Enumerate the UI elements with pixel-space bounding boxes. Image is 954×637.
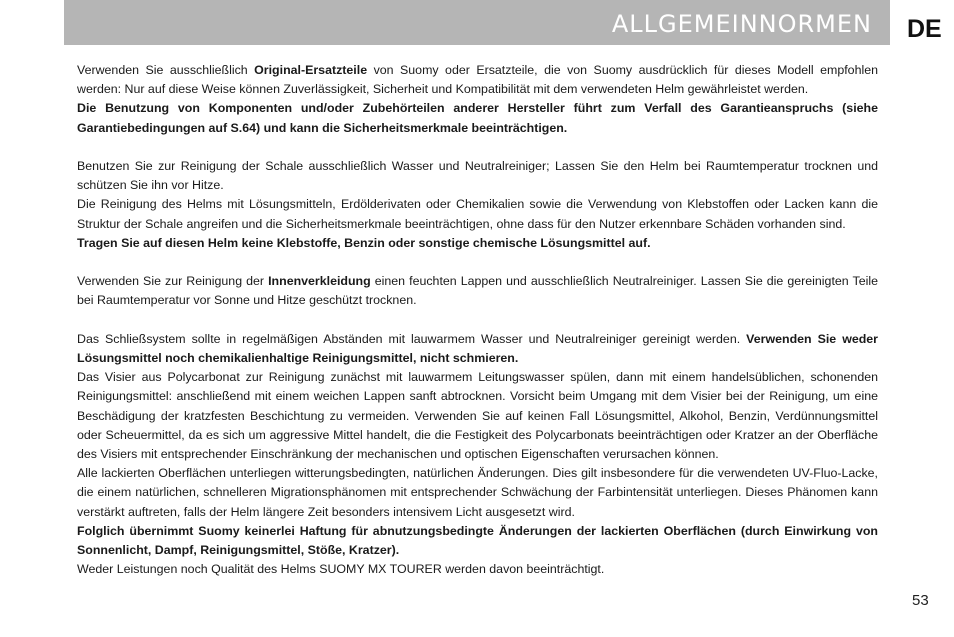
paragraph-visor-cleaning: Das Visier aus Polycarbonat zur Reinigung zunächst mit lauwarmem Leitungswasser spülen, dann mit einem handelsüblichen, schonenden Reinigungsmittel: anschließend mit einem weichen Lappen sanft abtrocknen. Vorsicht beim Umgang mit dem Visier bei der Reinigung, um eine Beschädigung der kratzfesten Beschichtung zu vermeiden. Verwenden Sie auf keinen Fall Lösungsmittel, Alkohol, Benzin, Verdünnungsmittel oder Scheuermittel, da es sich um aggressive Mittel handelt, die die Festigkeit des Polycarbonats beeinträchtigen oder Kratzer an der Oberfläche des Visiers mit entsprechender Einschränkung der mechanischen und optischen Eigenschaften verursachen können. [77,370,878,462]
paragraph-spacer [77,253,878,272]
bold-text-run: Folglich übernimmt Suomy keinerlei Haftung für abnutzungsbedingte Änderungen der lackierten Oberflächen (durch Einwirkung von Sonnenlicht, Dampf, Reinigungsmittel, Stöße, Kratzer). [77,523,878,558]
paragraph-spacer [77,311,878,330]
text-run: Verwenden Sie zur Reinigung der [77,274,269,289]
bold-text-run: Die Benutzung von Komponenten und/oder Zubehörteilen anderer Hersteller führt zum Verfall des Garantieanspruchs (siehe Garantiebedingungen auf S.64) und kann die Sicherheitsmerkmale beeinträchtigen. [77,101,878,135]
paragraph-spacer [77,138,878,157]
paragraph-closure-cleaning [77,330,878,368]
text-run: Verwenden Sie ausschließlich [77,63,255,77]
warning-text [77,522,878,560]
bold-text-run: Tragen Sie auf diesen Helm keine Klebstoffe, Benzin oder sonstige chemische Lösungsmittel auf. [77,235,651,250]
bold-text-run: Original-Ersatzteile [254,63,368,77]
warning-text [77,99,878,137]
paragraph-shell-cleaning: Benutzen Sie zur Reinigung der Schale ausschließlich Wasser und Neutralreiniger; Lassen Sie den Helm bei Raumtemperatur trocknen und schützen Sie ihn vor Hitze. [77,159,878,193]
header-bar [64,0,890,45]
text-run: von Suomy oder Ersatzteile, die von Suomy ausdrücklich für dieses Modell empfohlen werden: Nur auf diese Weise können Zuverlässigkeit, Sicherheit und Kompatibilität mit dem verwendeten Helm gewährleistet werden. [77,63,878,97]
text-run: Das Schließsystem sollte in regelmäßigen Abständen mit lauwarmem Wasser und Neutralreiniger gereinigt werden. [77,331,747,346]
language-badge: DE [907,15,942,43]
body-text [77,61,878,579]
bold-text-run: Innenverkleidung [268,274,371,289]
page-title: ALLGEMEINNORMEN [611,10,872,38]
warning-text [77,234,878,253]
text-run: einen feuchten Lappen und ausschließlich Neutralreiniger. Lassen Sie die gereinigten Teile bei Raumtemperatur vor Sonne und Hitze geschützt trocknen. [77,274,878,308]
paragraph-shell-damage: Die Reinigung des Helms mit Lösungsmitteln, Erdölderivaten oder Chemikalien sowie die Verwendung von Klebstoffen oder Lacken kann die Struktur der Schale angreifen und die Sicherheitsmerkmale beeinträchtigen, ohne dass für den Nutzer erkennbare Schäden vorhanden sind. [77,197,878,231]
paragraph-painted-surfaces: Alle lackierten Oberflächen unterliegen witterungsbedingten, natürlichen Änderungen. Dies gilt insbesondere für die verwendeten UV-Fluo-Lacke, die einem natürlichen, schnelleren Migrationsphänomen mit entsprechender Schwächung der Farbintensität unterliegen. Dieses Phänomen kann verstärkt auftreten, falls der Helm längere Zeit besonders intensivem Licht ausgesetzt wird. [77,466,878,519]
paragraph-performance-note: Weder Leistungen noch Qualität des Helms SUOMY MX TOURER werden davon beeinträchtigt. [77,562,605,577]
paragraph-lining-cleaning [77,272,878,310]
paragraph-replacement-parts [77,61,878,99]
bold-text-run: Verwenden Sie weder Lösungsmittel noch chemikalienhaltige Reinigungsmittel, nicht schmieren. [77,331,879,365]
page-number: 53 [912,592,929,609]
